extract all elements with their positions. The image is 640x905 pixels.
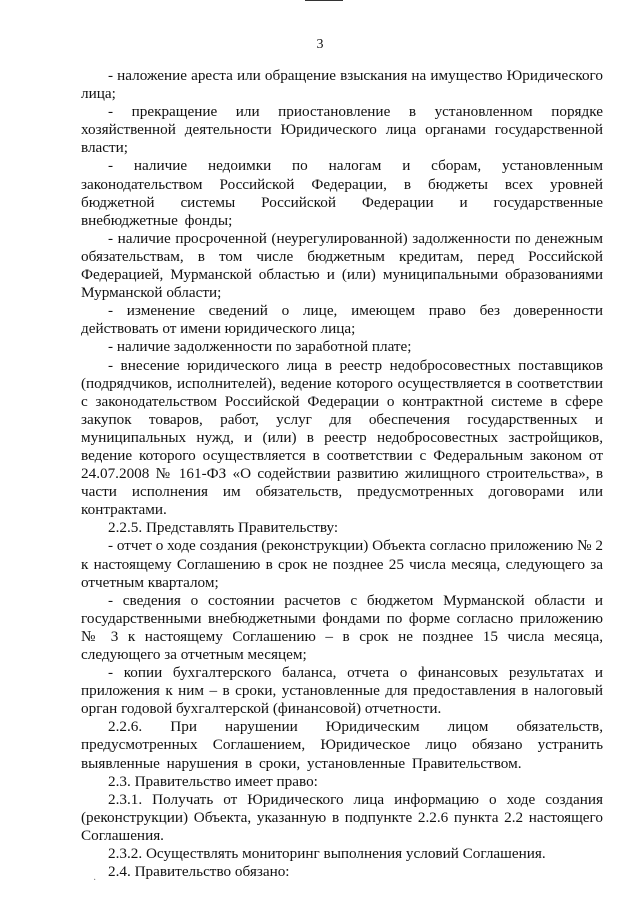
paragraph-2-4: 2.4. Правительство обязано: [108,863,290,881]
paragraph-overdue-debt: - наличие просроченной (неурегулированной) задолженности по денежным обязательствам, в том числе бюджетным кредитам, перед Российской Федерацией, Мурманской областью и (или) муниципальными образованиями Мурманской области; [81,229,603,302]
paragraph-2-2-5: 2.2.5. Представлять Правительству: [108,519,339,537]
paragraph-suspension: - прекращение или приостановление в установленном порядке хозяйственной деятельности Юридического лица органами государственной власти; [81,103,603,157]
document-body [81,67,603,881]
top-rule [305,0,343,1]
paragraph-2-3-1: 2.3.1. Получать от Юридического лица информацию о ходе создания (реконструкции) Объекта, указанную в подпункте 2.2.6 пункта 2.2 настоящего Соглашения. [81,790,603,844]
paragraph-arrest: - наложение ареста или обращение взыскания на имущество Юридического лица; [81,67,603,103]
page-number: 3 [316,37,324,52]
paragraph-supplier-registry: - внесение юридического лица в реестр недобросовестных поставщиков (подрядчиков, исполнителей), ведение которого осуществляется в соответствии с законодательством Российской Федерации о контрактной системе в сфере закупок товаров, работ, услуг для обеспечения государственных и муниципальных нужд, и (или) в реестр недобросовестных застройщиков, ведение которого осуществляется в соответствии с Федеральным законом от 24.07.2008 № 161-ФЗ «О содействии развитию жилищного строительства», в части исполнения им обязательств, предусмотренных договорами или контрактами. [81,356,603,519]
paragraph-balance-copies: - копии бухгалтерского баланса, отчета о финансовых результатах и приложения к ним – в сроки, установленные для предоставления в налоговый орган годовой бухгалтерской (финансовой) отчетности. [81,664,603,718]
paragraph-report-progress: - отчет о ходе создания (реконструкции) Объекта согласно приложению № 2 к настоящему Соглашению в срок не позднее 25 числа месяца, следующего за отчетным кварталом; [81,537,603,591]
paragraph-2-3: 2.3. Правительство имеет право: [108,772,318,790]
paragraph-budget-settlements: - сведения о состоянии расчетов с бюджетом Мурманской области и государственными внебюджетными фондами по форме согласно приложению № 3 к настоящему Соглашению – в срок не позднее 15 числа месяца, следующего за отчетным месяцем; [81,591,603,663]
paragraph-2-2-6: 2.2.6. При нарушении Юридическим лицом обязательств, предусмотренных Соглашением, Юридическое лицо обязано устранить выявленные нарушения в сроки, установленные Правительством. [81,718,603,772]
paragraph-2-3-2: 2.3.2. Осуществлять мониторинг выполнения условий Соглашения. [108,845,546,863]
paragraph-info-change: - изменение сведений о лице, имеющем право без доверенности действовать от имени юридического лица; [81,302,603,338]
paragraph-wage-debt: - наличие задолженности по заработной плате; [108,338,412,356]
paragraph-tax-arrears: - наличие недоимки по налогам и сборам, установленным законодательством Российской Федерации, в бюджеты всех уровней бюджетной системы Российской Федерации и государственные внебюджетные фонды; [81,157,603,229]
scan-speck: · [93,875,97,886]
